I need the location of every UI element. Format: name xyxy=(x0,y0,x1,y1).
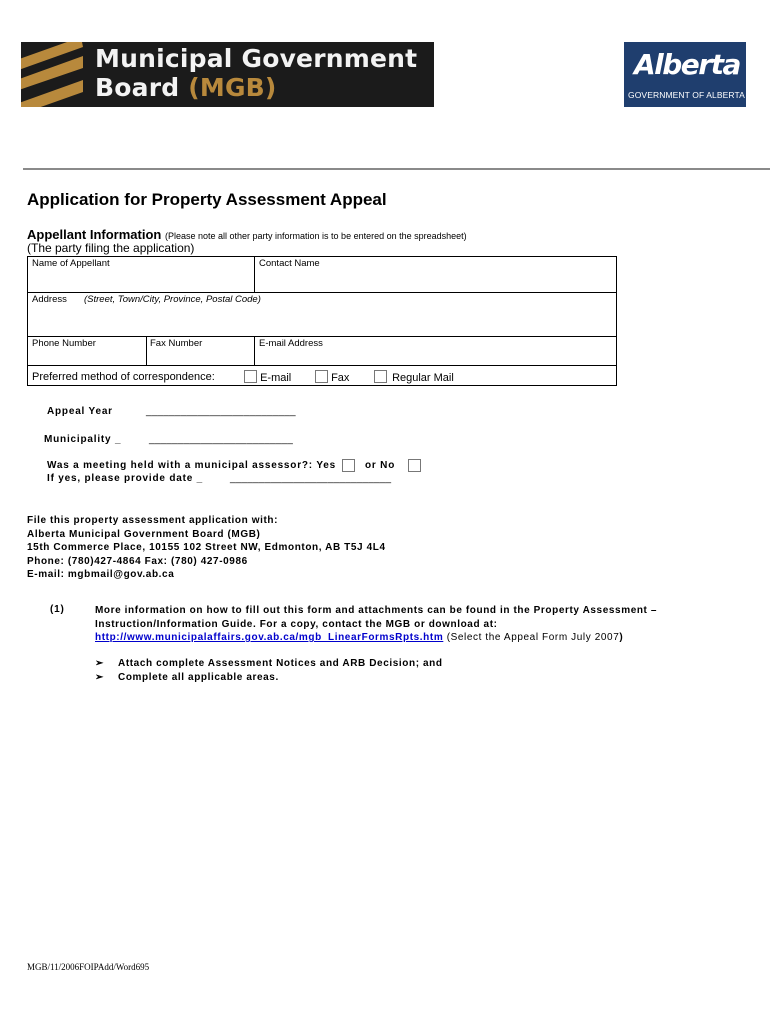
appeal-year-field[interactable]: __________________________ xyxy=(146,406,296,417)
col-divider xyxy=(254,336,255,365)
page-title: Application for Property Assessment Appeal xyxy=(27,190,387,209)
bullet-arrow-icon: ➢ xyxy=(95,672,104,683)
email-option-label: E-mail xyxy=(260,372,292,384)
footer-code: MGB/11/2006FOIPAdd/Word695 xyxy=(27,962,150,972)
address-field[interactable]: Address xyxy=(32,294,67,305)
filing-line: Alberta Municipal Government Board (MGB) xyxy=(27,528,261,540)
header-divider xyxy=(23,168,770,170)
address-hint: (Street, Town/City, Province, Postal Code) xyxy=(84,294,261,305)
fax-number-field[interactable]: Fax Number xyxy=(150,338,203,349)
alberta-wordmark: Alberta xyxy=(634,48,740,81)
meeting-question xyxy=(47,460,336,471)
email-checkbox[interactable] xyxy=(244,370,257,383)
regular-mail-option-label: Regular Mail xyxy=(392,372,454,384)
regular-mail-checkbox[interactable] xyxy=(374,370,387,383)
appeal-year-label: Appeal Year xyxy=(47,406,113,417)
bullet-item: Complete all applicable areas. xyxy=(118,672,279,683)
filing-line: Phone: (780)427-4864 Fax: (780) 427-0986 xyxy=(27,555,248,567)
name-of-appellant-field[interactable]: Name of Appellant xyxy=(32,258,110,269)
meeting-yes-checkbox[interactable] xyxy=(342,459,355,472)
info-note xyxy=(95,604,715,645)
link-note-close: ) xyxy=(619,632,624,643)
meeting-date-label: If yes, please provide date _ xyxy=(47,473,204,484)
phone-number-field[interactable]: Phone Number xyxy=(32,338,96,349)
mgb-logo-acronym: (MGB) xyxy=(188,73,277,102)
appellant-note: (Please note all other party information is to be entered on the spreadsheet) xyxy=(164,231,467,241)
mgb-logo-line1: Municipal Government xyxy=(95,44,418,73)
contact-name-field[interactable]: Contact Name xyxy=(259,258,320,269)
alberta-subtitle: GOVERNMENT OF ALBERTA xyxy=(628,90,745,100)
meeting-no-checkbox[interactable] xyxy=(408,459,421,472)
row-divider xyxy=(28,292,616,293)
email-address-field[interactable]: E-mail Address xyxy=(259,338,323,349)
bullet-item: Attach complete Assessment Notices and ARB Decision; and xyxy=(118,658,443,669)
mgb-logo-mark xyxy=(21,42,83,107)
bullet-arrow-icon: ➢ xyxy=(95,658,104,669)
filing-line: 15th Commerce Place, 10155 102 Street NW, Edmonton, AB T5J 4L4 xyxy=(27,542,386,553)
link-note: (Select the Appeal Form July 2007 xyxy=(443,632,620,643)
row-divider xyxy=(28,365,616,366)
appellant-heading-text: Appellant Information xyxy=(27,227,162,242)
filing-line: File this property assessment application with: xyxy=(27,515,279,526)
col-divider xyxy=(254,257,255,292)
party-line: (The party filing the application) xyxy=(27,241,195,255)
alberta-logo xyxy=(624,42,746,107)
meeting-no-label: or No xyxy=(365,460,396,471)
municipality-field[interactable]: _________________________ xyxy=(149,434,294,445)
info-note-text: More information on how to fill out this form and attachments can be found in the Property Assessment – Instruction/Information Guide. For a copy, contact the MGB or download at: xyxy=(95,605,658,630)
appellant-heading xyxy=(27,227,467,242)
fax-checkbox[interactable] xyxy=(315,370,328,383)
appellant-form-table xyxy=(27,256,617,386)
mgb-forms-link[interactable]: http://www.municipalaffairs.gov.ab.ca/mgb_LinearFormsRpts.htm xyxy=(95,632,444,643)
meeting-date-field[interactable]: ____________________________ xyxy=(230,473,392,484)
filing-line: E-mail: mgbmail@gov.ab.ca xyxy=(27,569,175,580)
fax-option-label: Fax xyxy=(331,372,350,384)
mgb-logo xyxy=(21,42,434,107)
filing-address-block xyxy=(27,514,386,582)
note-number: (1) xyxy=(50,604,65,615)
correspondence-label: Preferred method of correspondence: xyxy=(32,371,215,383)
col-divider xyxy=(146,336,147,365)
row-divider xyxy=(28,336,616,337)
mgb-logo-line2: Board xyxy=(95,73,189,102)
meeting-question-text: Was a meeting held with a municipal assessor?: Yes xyxy=(47,460,336,471)
municipality-label: Municipality _ xyxy=(44,434,122,445)
mgb-logo-text xyxy=(83,42,417,107)
